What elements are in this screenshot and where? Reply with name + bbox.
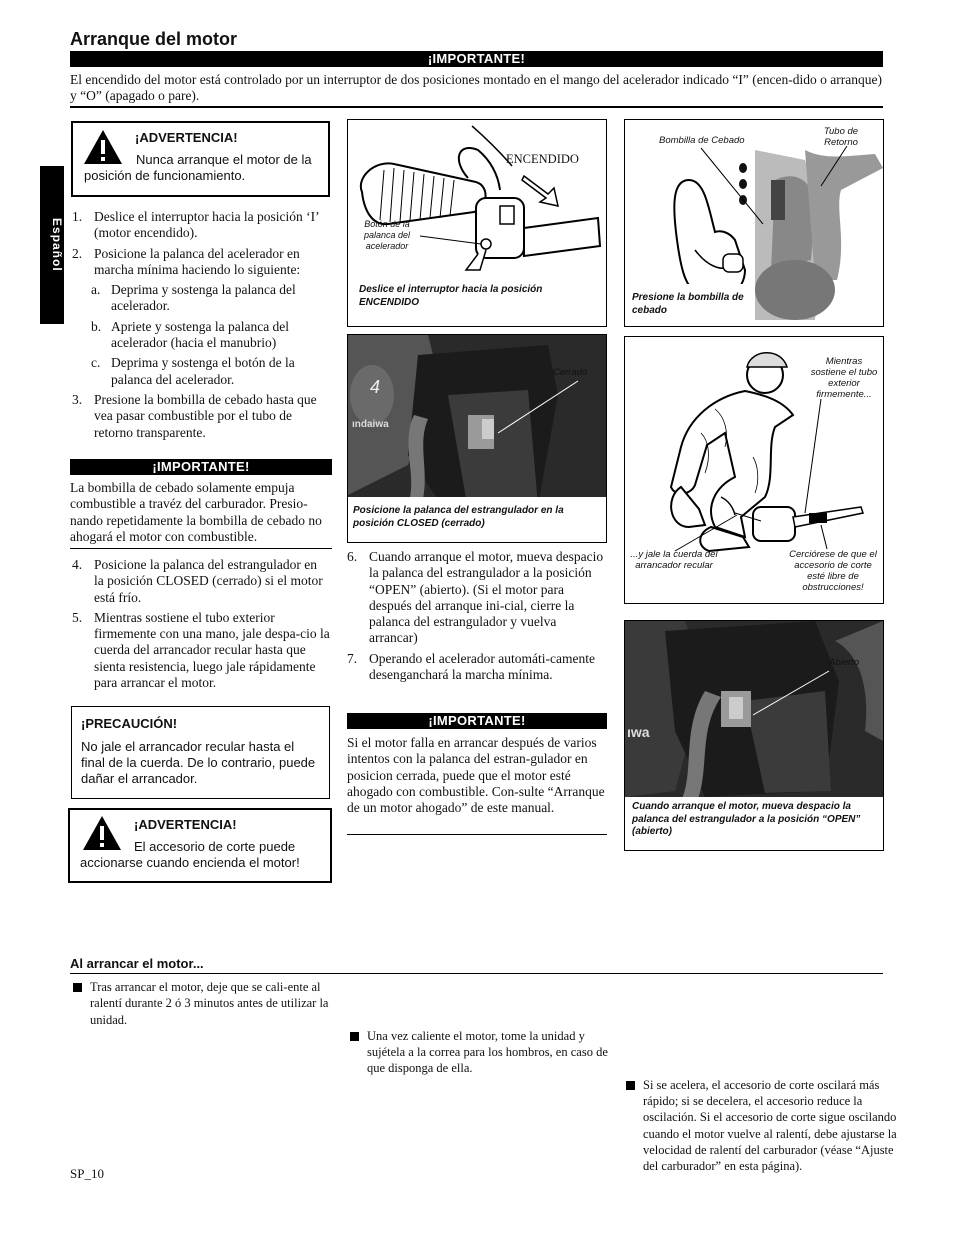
substep-text: Deprima y sostenga la palanca del acelerador. <box>111 282 296 314</box>
bullet-square-icon <box>73 983 82 992</box>
label-encendido: ENCENDIDO <box>506 152 579 166</box>
language-tab-label: Español <box>50 218 64 272</box>
important-2-divider <box>70 548 332 549</box>
figure-primer-bulb <box>624 119 884 327</box>
step-number: 7. <box>347 650 358 666</box>
caution-title: ¡PRECAUCIÓN! <box>81 716 178 731</box>
figure-1-caption: Deslice el interruptor hacia la posición ENCENDIDO <box>359 284 543 308</box>
bullet-text: Si se acelera, el accesorio de corte oscilará más rápido; si se decelera, el accesorio reduce la oscilación. Si el accesorio de corte sigue oscilando cuando el motor vuelve al ralentí, debe ajustarse la velocidad de ralentí del carburador (véase “Ajuste del carburador” en esta página). <box>643 1077 897 1174</box>
bullet-text: Una vez caliente el motor, tome la unidad y sujétela a la correa para los hombros, en caso de que disponga de ella. <box>367 1028 608 1076</box>
step-number: 4. <box>72 557 83 572</box>
step-text: Posicione la palanca del acelerador en marcha mínima haciendo lo siguiente: <box>94 245 301 277</box>
step-1 <box>72 209 330 242</box>
bullet-square-icon <box>350 1032 359 1041</box>
figure-pull-starter <box>624 336 884 604</box>
label-primer-bulb: Bombilla de Cebado <box>659 135 745 146</box>
step-number: 5. <box>72 609 83 625</box>
important-banner-2: ¡IMPORTANTE! <box>70 459 332 475</box>
substep-a <box>91 282 330 315</box>
list-item <box>73 979 342 1028</box>
step-3 <box>72 392 330 441</box>
label-pull-cord: ...y jale la cuerda del arrancador recular <box>630 549 718 571</box>
figure-ignition-switch <box>347 119 607 327</box>
page-title: Arranque del motor <box>70 29 238 49</box>
warning-1-title: ¡ADVERTENCIA! <box>135 130 238 145</box>
warning-box-2 <box>68 808 332 883</box>
label-check-clear: Cerciórese de que el accesorio de corte esté libre de obstrucciones! <box>789 549 877 593</box>
list-item <box>626 1077 901 1175</box>
engine-brand-text: ındaiwa <box>352 419 389 430</box>
page-number: SP_10 <box>70 1166 104 1181</box>
section-2-divider <box>70 973 883 974</box>
steps-list-b <box>72 557 330 691</box>
figure-5-caption: Cuando arranque el motor, mueva despacio la palanca del estrangulador a la posición “OPEN” (abierto) <box>632 801 861 837</box>
step-text: Mientras sostiene el tubo exterior firmemente con una mano, jale despa-cio la cuerda del arrancador recular hasta que sienta resistencia, luego jale rápidamente para arrancar el motor. <box>94 609 330 691</box>
steps-list-a <box>72 209 330 441</box>
list-item <box>350 1028 619 1077</box>
substep-text: Apriete y sostenga la palanca del acelerador (hacia el manubrio) <box>111 318 290 351</box>
substep-text: Deprima y sostenga el botón de la palanca del acelerador. <box>111 355 295 387</box>
bullet-text: Tras arrancar el motor, deje que se cali-ente al ralentí durante 2 ó 3 minutos antes de utilizar la unidad. <box>90 980 329 1027</box>
warning-1-text: Nunca arranque el motor de la posición de funcionamiento. <box>84 152 312 183</box>
substep-number: a. <box>91 282 101 298</box>
important-3-text: Si el motor falla en arrancar después de varios intentos con la palanca del estran-gulador en posicion cerrada, puede que el motor esté ahogado con combustible. Con-sulte “Arranque de un motor ahogado” de este manual. <box>347 735 605 816</box>
label-abierto: Abierto <box>829 657 860 668</box>
warning-box-1 <box>71 121 330 197</box>
substep-number: b. <box>91 318 102 334</box>
step-text: Operando el acelerador automáti-camente desenganchará la marcha mínima. <box>369 650 595 683</box>
substep-c <box>91 355 330 388</box>
warning-2-title: ¡ADVERTENCIA! <box>134 817 237 832</box>
intro-divider <box>70 106 883 108</box>
step-2 <box>72 246 330 279</box>
substeps-list <box>72 282 330 388</box>
figure-choke-open <box>624 620 884 851</box>
steps-list-c <box>347 549 607 683</box>
engine-brand-text: ıwa <box>627 724 650 740</box>
important-banner-top: ¡IMPORTANTE! <box>70 51 883 67</box>
warning-2-text: El accesorio de corte puede accionarse cuando encienda el motor! <box>80 839 300 870</box>
important-2-text: La bombilla de cebado solamente empuja combustible a travéz del carburador. Presio-nando repetidamente la bombilla de cebado no ahogará el motor con combustible. <box>70 480 322 544</box>
bullet-square-icon <box>626 1081 635 1090</box>
substep-number: c. <box>91 355 101 371</box>
label-return-tube: Tubo de Retorno <box>823 126 859 148</box>
step-6 <box>347 549 607 647</box>
caution-box <box>71 706 330 799</box>
intro-paragraph: El encendido del motor está controlado por un interruptor de dos posiciones montado en el mango del acelerador indicado “I” (encen-dido o arranque) y “O” (apagado o pare). <box>70 72 882 104</box>
language-tab <box>40 166 64 324</box>
figure-2-caption: Presione la bombilla de cebado <box>632 292 744 316</box>
step-number: 1. <box>72 209 83 224</box>
step-text: Presione la bombilla de cebado hasta que vea pasar combustible por el tubo de retorno transparente. <box>94 391 317 440</box>
step-number: 3. <box>72 391 83 407</box>
figure-3-caption: Posicione la palanca del estrangulador en la posición CLOSED (cerrado) <box>353 505 564 529</box>
step-text: Deslice el interruptor hacia la posición ‘I’ (motor encendido). <box>94 209 319 241</box>
label-cerrado: Cerrado <box>553 367 588 378</box>
substep-b <box>91 319 330 352</box>
label-throttle-button: Botón de la palanca del acelerador <box>363 219 411 251</box>
caution-text: No jale el arrancador recular hasta el final de la cuerda. De lo contrario, puede dañar el arrancador. <box>81 739 316 786</box>
step-text: Posicione la palanca del estrangulador en la posición CLOSED (cerrado) si el motor está frío. <box>94 557 323 605</box>
step-number: 6. <box>347 549 358 564</box>
important-banner-3: ¡IMPORTANTE! <box>347 713 607 729</box>
step-number: 2. <box>72 245 83 261</box>
important-3-divider <box>347 834 607 835</box>
step-7 <box>347 651 607 684</box>
engine-model-badge: 4 <box>370 377 381 397</box>
label-hold-tube: Mientras sostiene el tubo exterior firmemente... <box>810 356 878 400</box>
section-2-title: Al arrancar el motor... <box>70 956 204 971</box>
step-5 <box>72 610 330 691</box>
figure-choke-closed <box>347 334 607 543</box>
step-4 <box>72 557 330 606</box>
step-text: Cuando arranque el motor, mueva despacio la palanca del estrangulador a la posición “OPEN” (abierto). (Si el motor para después del arranque ini-cial, cierre la palanca del estrangulador y vuelva arrancar) <box>369 549 604 646</box>
